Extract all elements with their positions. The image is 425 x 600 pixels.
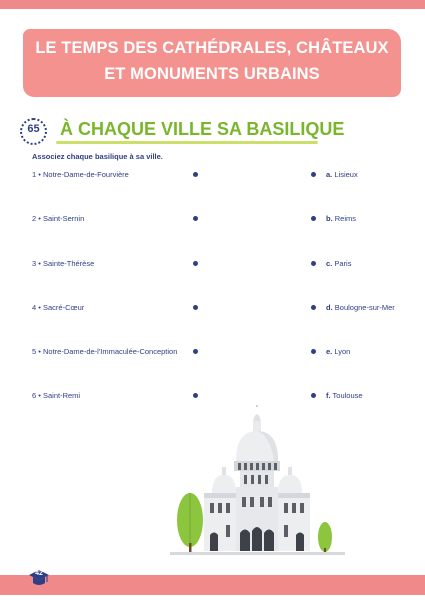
right-connector-dot[interactable] [311, 261, 316, 266]
city-label: Lyon [334, 347, 351, 356]
left-connector-dot[interactable] [193, 216, 198, 221]
left-connector-dot[interactable] [193, 393, 198, 398]
title-underline [56, 141, 318, 144]
left-connector-dot[interactable] [193, 261, 198, 266]
right-connector-dot[interactable] [311, 393, 316, 398]
item-letter: b. [326, 214, 333, 223]
city-label: Reims [334, 214, 357, 223]
sacre-coeur-illustration [170, 405, 345, 555]
basilica-label: Saint-Remi [42, 391, 81, 400]
exercise-number: 65 [27, 123, 40, 135]
chapter-title-line-2: ET MONUMENTS URBAINS [104, 65, 320, 83]
basilica-label: Sainte-Thérèse [42, 259, 95, 268]
city-label: Lisieux [334, 170, 358, 179]
basilica-label: Saint-Sernin [42, 214, 85, 223]
city-item [326, 214, 356, 223]
item-number: 3 • [32, 259, 41, 268]
basilica-item [32, 259, 94, 268]
right-connector-dot[interactable] [311, 216, 316, 221]
right-connector-dot[interactable] [311, 305, 316, 310]
exercise-instructions: Associez chaque basilique à sa ville. [32, 152, 163, 161]
item-letter: a. [326, 170, 333, 179]
item-letter: e. [326, 347, 333, 356]
item-letter: c. [326, 259, 333, 268]
left-connector-dot[interactable] [193, 349, 198, 354]
city-item [326, 347, 350, 356]
bottom-accent-bar [0, 575, 425, 595]
city-item [326, 259, 351, 268]
match-row [0, 214, 425, 226]
item-number: 6 • [32, 391, 41, 400]
basilica-label: Notre-Dame-de-l'Immaculée-Conception [42, 347, 178, 356]
item-number: 1 • [32, 170, 41, 179]
city-label: Boulogne-sur-Mer [334, 303, 395, 312]
match-row [0, 170, 425, 182]
basilica-item [32, 170, 129, 179]
basilica-label: Sacré-Cœur [42, 303, 85, 312]
exercise-title: À CHAQUE VILLE SA BASILIQUE [60, 119, 345, 139]
chapter-title [24, 35, 400, 87]
chapter-title-line-1: LE TEMPS DES CATHÉDRALES, CHÂTEAUX [35, 39, 389, 57]
match-row [0, 391, 425, 403]
city-label: Toulouse [332, 391, 363, 400]
match-row [0, 303, 425, 315]
page-number: 42 [35, 570, 43, 577]
city-item [326, 303, 395, 312]
right-connector-dot[interactable] [311, 349, 316, 354]
city-item [326, 170, 358, 179]
match-row [0, 259, 425, 271]
basilica-item [32, 347, 177, 356]
right-connector-dot[interactable] [311, 172, 316, 177]
basilica-label: Notre-Dame-de-Fourvière [42, 170, 129, 179]
city-item [326, 391, 363, 400]
item-number: 2 • [32, 214, 41, 223]
item-number: 5 • [32, 347, 41, 356]
item-number: 4 • [32, 303, 41, 312]
item-letter: f. [326, 391, 331, 400]
basilica-item [32, 391, 80, 400]
city-label: Paris [334, 259, 352, 268]
top-accent-bar [0, 0, 425, 9]
left-connector-dot[interactable] [193, 305, 198, 310]
basilica-item [32, 303, 84, 312]
left-connector-dot[interactable] [193, 172, 198, 177]
basilica-item [32, 214, 84, 223]
item-letter: d. [326, 303, 333, 312]
match-row [0, 347, 425, 359]
